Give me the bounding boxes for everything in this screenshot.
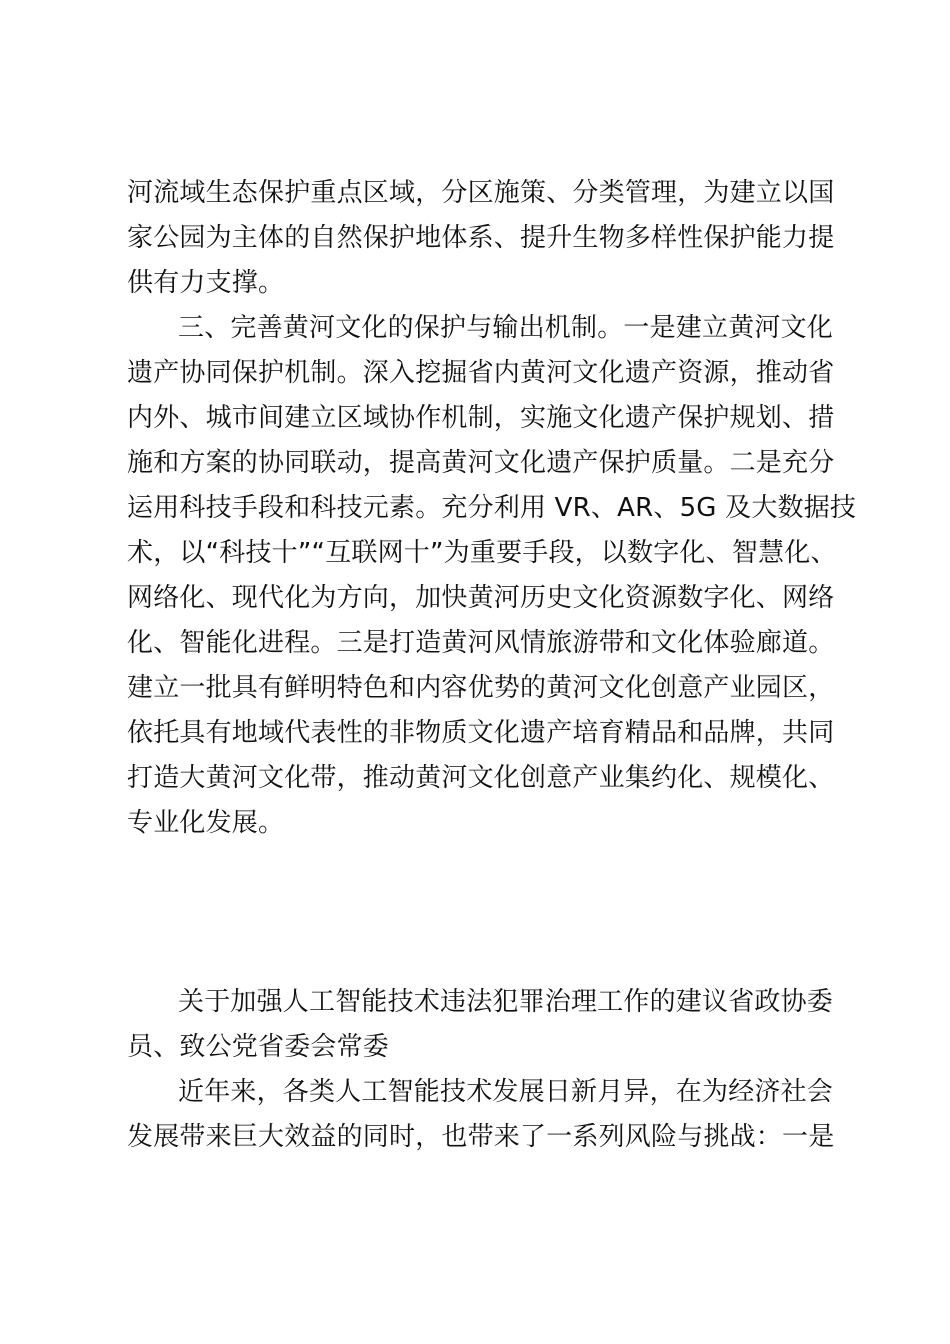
text-line: 化、智能化进程。三是打造黄河风情旅游带和文化体验廊道。	[127, 628, 835, 658]
text-line: 关于加强人工智能技术违法犯罪治理工作的建议省政协委	[178, 987, 834, 1017]
text-line: 网络化、现代化为方向，加快黄河历史文化资源数字化、网络	[127, 583, 835, 613]
text-line: 施和方案的协同联动，提高黄河文化遗产保护质量。二是充分	[127, 448, 835, 478]
text-line: 河流域生态保护重点区域，分区施策、分类管理，为建立以国	[127, 178, 835, 208]
text-line: 供有力支撑。	[127, 268, 285, 298]
text-line: 三、完善黄河文化的保护与输出机制。一是建立黄河文化	[178, 313, 834, 343]
text-line: 运用科技手段和科技元素。充分利用 VR、AR、5G 及大数据技	[127, 493, 857, 523]
text-line: 依托具有地域代表性的非物质文化遗产培育精品和品牌，共同	[127, 718, 835, 748]
text-line: 打造大黄河文化带，推动黄河文化创意产业集约化、规模化、	[127, 763, 835, 793]
text-line: 遗产协同保护机制。深入挖掘省内黄河文化遗产资源，推动省	[127, 358, 835, 388]
text-line: 内外、城市间建立区域协作机制，实施文化遗产保护规划、措	[127, 403, 835, 433]
text-line: 建立一批具有鲜明特色和内容优势的黄河文化创意产业园区，	[127, 673, 835, 703]
text-line: 发展带来巨大效益的同时，也带来了一系列风险与挑战：一是	[127, 1122, 835, 1152]
text-line: 术，以“科技十”“互联网十”为重要手段，以数字化、智慧化、	[127, 538, 837, 568]
text-line: 家公园为主体的自然保护地体系、提升生物多样性保护能力提	[127, 223, 835, 253]
text-line: 员、致公党省委会常委	[127, 1032, 390, 1062]
text-line: 专业化发展。	[127, 808, 285, 838]
text-line: 近年来，各类人工智能技术发展日新月异，在为经济社会	[178, 1077, 834, 1107]
